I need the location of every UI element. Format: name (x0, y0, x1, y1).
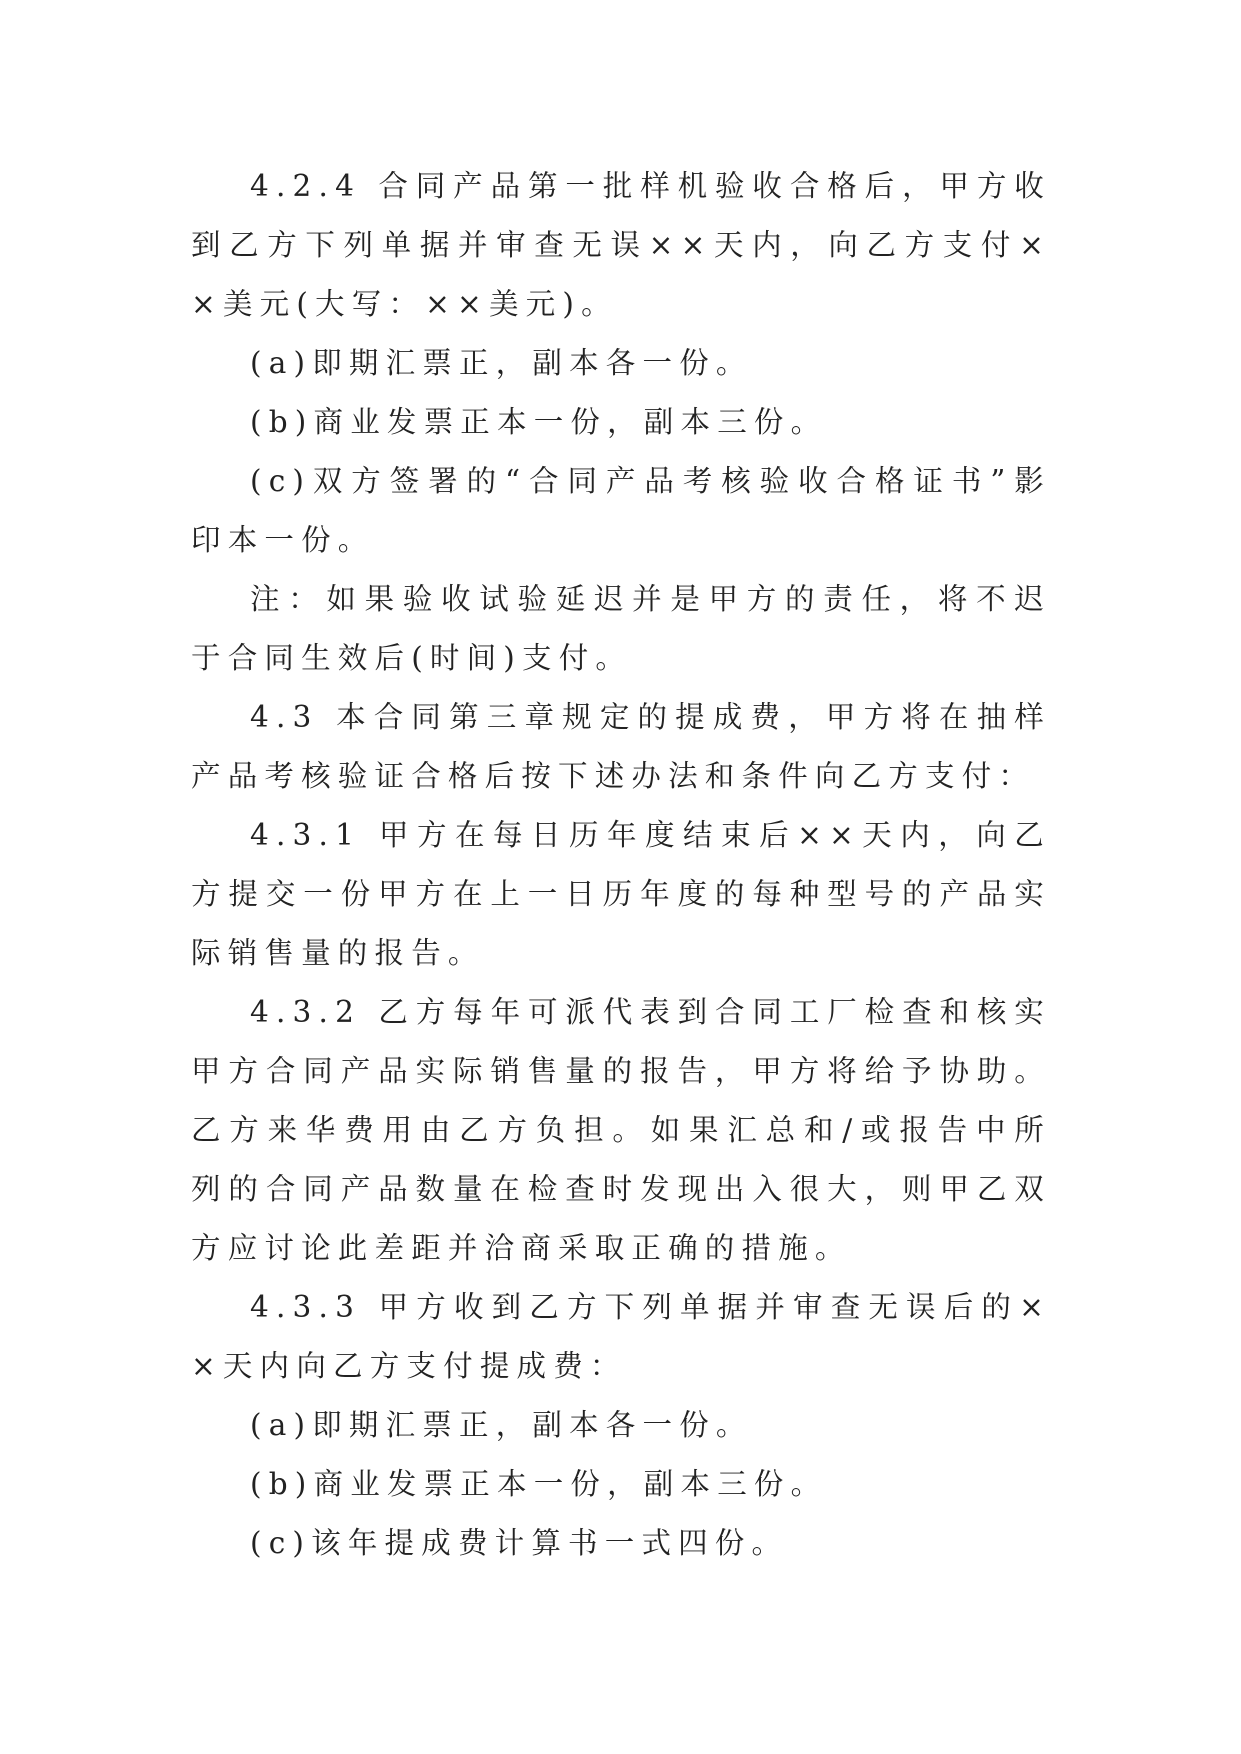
document-body (191, 157, 1051, 1573)
list-item-b: (b)商业发票正本一份，副本三份。 (250, 405, 828, 439)
list-item-a: (a)即期汇票正，副本各一份。 (250, 346, 753, 380)
clause-4-2-4: 4.2.4 合同产品第一批样机验收合格后，甲方收到乙方下列单据并审查无误××天内，向乙方支付××美元(大写：××美元)。 (191, 169, 1051, 321)
note-paragraph: 注：如果验收试验延迟并是甲方的责任，将不迟于合同生效后(时间)支付。 (191, 582, 1051, 675)
clause-4-3: 4.3 本合同第三章规定的提成费，甲方将在抽样产品考核验证合格后按下述办法和条件向乙方支付： (191, 700, 1051, 793)
list-item-c: (c)双方签署的“合同产品考核验收合格证书”影印本一份。 (191, 464, 1051, 557)
list-item-c: (c)该年提成费计算书一式四份。 (250, 1526, 789, 1560)
clause-4-3-1: 4.3.1 甲方在每日历年度结束后××天内，向乙方提交一份甲方在上一日历年度的每种型号的产品实际销售量的报告。 (191, 818, 1051, 970)
clause-4-3-2: 4.3.2 乙方每年可派代表到合同工厂检查和核实甲方合同产品实际销售量的报告，甲方将给予协助。乙方来华费用由乙方负担。如果汇总和/或报告中所列的合同产品数量在检查时发现出入很大，则甲乙双方应讨论此差距并洽商采取正确的措施。 (191, 995, 1051, 1265)
list-item-b: (b)商业发票正本一份，副本三份。 (250, 1467, 828, 1501)
list-item-a: (a)即期汇票正，副本各一份。 (250, 1408, 753, 1442)
clause-4-3-3: 4.3.3 甲方收到乙方下列单据并审查无误后的××天内向乙方支付提成费： (191, 1290, 1051, 1383)
